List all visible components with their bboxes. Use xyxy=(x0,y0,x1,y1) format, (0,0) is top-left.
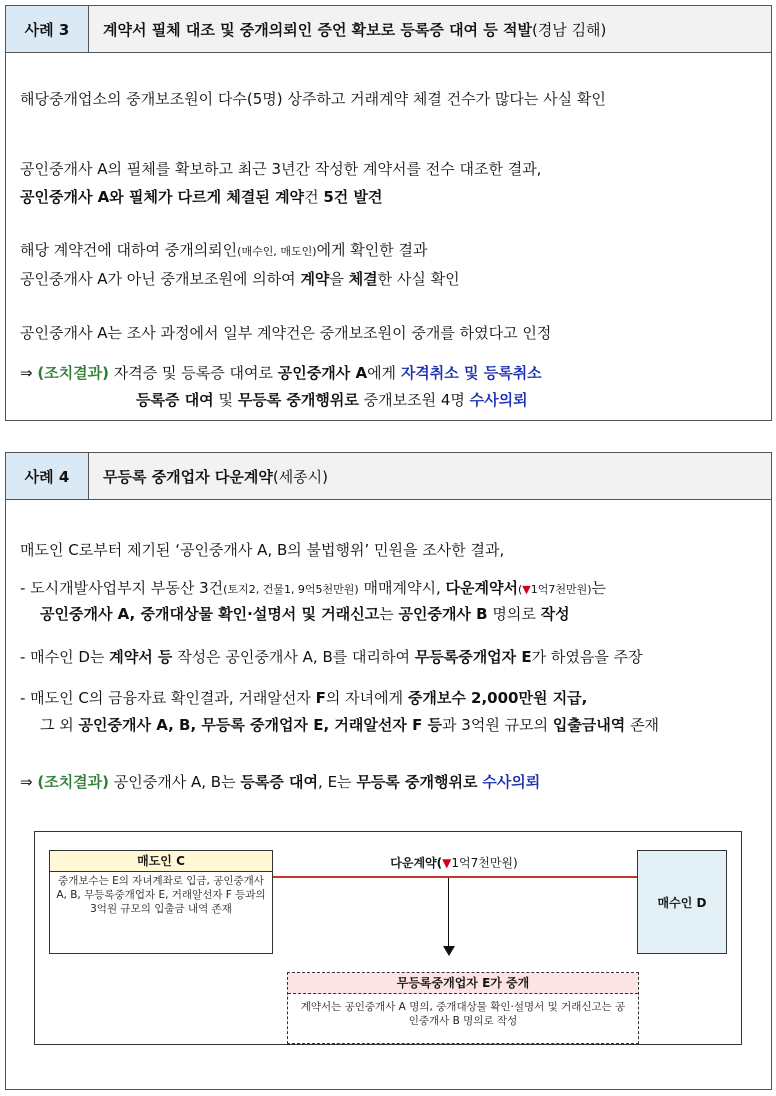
case-3-title: 계약서 필체 대조 및 중개의뢰인 증언 확보로 등록증 대여 등 적발 (경남 김해) xyxy=(89,6,771,52)
buyer-box xyxy=(637,850,727,954)
broker-box xyxy=(287,972,639,1044)
case-3-line-5: 공인중개사 A가 아닌 중개보조원에 의하여 계약을 체결한 사실 확인 xyxy=(20,270,460,288)
case-3-result-2: 등록증 대여 및 무등록 중개행위로 중개보조원 4명 수사의뢰 xyxy=(136,391,528,409)
seller-title: 매도인 C xyxy=(50,851,272,872)
case-3-line-1: 해당중개업소의 중개보조원이 다수(5명) 상주하고 거래계약 체결 건수가 많다는 사실 확인 xyxy=(20,90,606,108)
case-3 xyxy=(5,5,772,421)
case-4-diagram xyxy=(34,831,742,1045)
case-4-header xyxy=(6,453,771,500)
case-3-line-2: 공인중개사 A의 필체를 확보하고 최근 3년간 작성한 계약서를 전수 대조한 결과, xyxy=(20,160,542,178)
case-4-line-1: 매도인 C로부터 제기된 ‘공인중개사 A, B의 불법행위’ 민원을 조사한 결과, xyxy=(20,541,505,559)
case-4-tag: 사례 4 xyxy=(6,453,89,499)
case-4-bullet-1: - 도시개발사업부지 부동산 3건(토지2, 건물1, 9억5천만원) 매매계약시, 다운계약서(▼1억7천만원)는 xyxy=(20,579,607,597)
buyer-label: 매수인 D xyxy=(657,895,707,910)
case-4-bullet-3-cont: 그 외 공인중개사 A, B, 무등록 중개업자 E, 거래알선자 F 등과 3억원 규모의 입출금내역 존재 xyxy=(40,716,660,734)
arrow-head-icon xyxy=(443,946,455,956)
case-3-line-4: 해당 계약건에 대하여 중개의뢰인(매수인, 매도인)에게 확인한 결과 xyxy=(20,241,428,259)
case-3-line-6: 공인중개사 A는 조사 과정에서 일부 계약건은 중개보조원이 중개를 하였다고 인정 xyxy=(20,324,552,342)
case-4-title: 무등록 중개업자 다운계약 (세종시) xyxy=(89,453,771,499)
case-4-result: ⇒ (조치결과) 공인중개사 A, B는 등록증 대여, E는 무등록 중개행위로 수사의뢰 xyxy=(20,773,541,791)
case-3-result-1: ⇒ (조치결과) 자격증 및 등록증 대여로 공인중개사 A에게 자격취소 및 등록취소 xyxy=(20,364,542,382)
seller-box xyxy=(49,850,273,954)
case-4-bullet-1-cont: 공인중개사 A, 중개대상물 확인·설명서 및 거래신고는 공인중개사 B 명의로 작성 xyxy=(40,605,570,623)
arrow-down-icon xyxy=(448,878,449,950)
case-4-bullet-2: - 매수인 D는 계약서 등 작성은 공인중개사 A, B를 대리하여 무등록중개업자 E가 하였음을 주장 xyxy=(20,648,643,666)
down-contract-line xyxy=(271,876,637,878)
broker-title: 무등록중개업자 E가 중개 xyxy=(288,973,638,994)
down-contract-label: 다운계약(▼1억7천만원) xyxy=(390,856,518,870)
case-3-line-3: 공인중개사 A와 필체가 다르게 체결된 계약건 5건 발견 xyxy=(20,188,383,206)
case-3-tag: 사례 3 xyxy=(6,6,89,52)
seller-text: 중개보수는 E의 자녀계좌로 입금, 공인중개사 A, B, 무등록중개업자 E, 거래알선자 F 등과의 3억원 규모의 입출금 내역 존재 xyxy=(56,875,266,915)
case-4-bullet-3: - 매도인 C의 금융자료 확인결과, 거래알선자 F의 자녀에게 중개보수 2,000만원 지급, xyxy=(20,689,588,707)
case-3-header xyxy=(6,6,771,53)
broker-text: 계약서는 공인중개사 A 명의, 중개대상물 확인·설명서 및 거래신고는 공인중개사 B 명의로 작성 xyxy=(300,1001,626,1027)
